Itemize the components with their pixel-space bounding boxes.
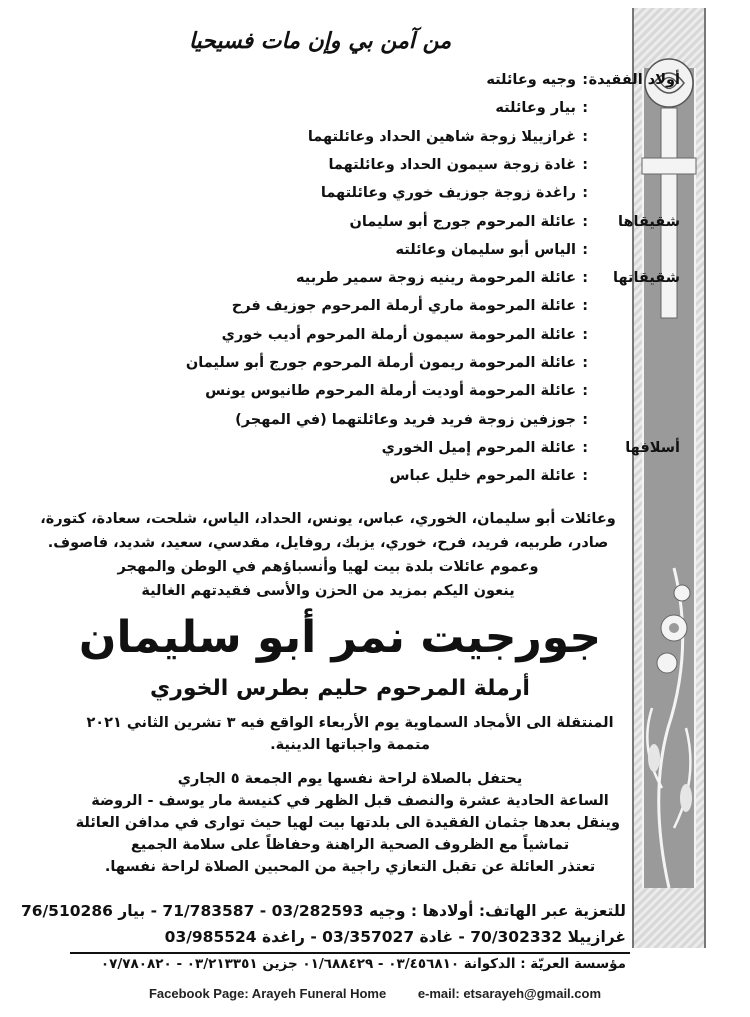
relative-name: عائلة المرحومة ريمون أرملة المرحوم جورج أبو سليمان [185,355,576,371]
widow-of-line: أرملة المرحوم حليم بطرس الخوري [150,676,530,701]
families-paragraph [28,507,628,603]
phones-line: غرازييلا 70/302332 - غادة 03/357027 - راغدة 03/985524 [164,928,626,946]
relative-name: الياس أبو سليمان وعائلته [395,241,576,258]
divider [70,952,630,954]
colon-separator: : [582,439,588,456]
funeral-line: الساعة الحادية عشرة والنصف قبل الظهر في كنيسة مار يوسف - الروضة [91,793,609,809]
relative-name: عائلة المرحومة ماري أرملة المرحوم جوزيف فرح [231,298,576,315]
colon-separator: : [582,241,588,258]
colon-separator: : [582,355,588,371]
colon-separator: : [582,326,588,343]
colon-separator: : [582,270,588,287]
funeral-block [75,768,620,878]
deceased-name: جورجيت نمر أبو سليمان [78,612,602,663]
relative-name: غرازييلا زوجة شاهين الحداد وعائلتهما [307,128,576,145]
relative-name: عائلة المرحوم جورج أبو سليمان [349,213,576,230]
decorative-strip [632,8,706,948]
relative-name: راغدة زوجة جوزيف خوري وعائلتهما [320,185,576,202]
colon-separator: : [582,128,588,145]
colon-separator: : [582,100,588,117]
phones-line: للتعزية عبر الهاتف: أولادها : وجيه 03/282593 - 71/783587 - بيار 76/510286 [20,902,626,920]
strip-art [634,8,704,948]
condolence-phones [20,898,626,950]
relative-name: وجيه وعائلته [486,72,576,88]
families-line: وعموم عائلات بلدة بيت لهيا وأنسباؤهم في الوطن والمهجر [117,559,539,575]
colon-separator: : [582,411,588,428]
colon-separator: : [582,72,588,88]
bible-verse: من آمن بي وإن مات فسيحيا [188,28,452,54]
relative-name: غادة زوجة سيمون الحداد وعائلتهما [328,156,576,173]
funeral-line: يحتفل بالصلاة لراحة نفسها يوم الجمعة ٥ الجاري [177,771,523,787]
relation-label: شقيقاها [618,213,680,230]
passing-block [80,712,620,756]
families-line: وعائلات أبو سليمان، الخوري، عباس، يونس، الحداد، الياس، شلحت، سعادة، كتورة، [40,511,616,527]
relative-name: عائلة المرحومة رينيه زوجة سمير طربيه [296,270,576,287]
relation-label: أولاد الفقيدة [588,72,680,88]
colon-separator: : [582,383,588,400]
relative-name: عائلة المرحوم خليل عباس [389,468,576,485]
footer-contacts [0,986,750,1001]
colon-separator: : [582,185,588,202]
relation-label: شقيقاتها [613,270,680,287]
families-line: صادر، طربيه، فريد، فرح، خوري، يزبك، روفايل، مقدسي، سعيد، شديد، فاصوف. [47,535,609,551]
colon-separator: : [582,156,588,173]
funeral-line: وينقل بعدها جثمان الفقيدة الى بلدتها بيت لهيا حيث توارى في مدافن العائلة [75,815,620,831]
colon-separator: : [582,213,588,230]
relative-name: عائلة المرحوم إميل الخوري [381,439,576,456]
relative-name: جوزفين زوجة فريد فريد وعائلتهما (في المهجر) [235,411,576,428]
passing-line: متممة واجباتها الدينية. [270,737,430,753]
passing-line: المنتقلة الى الأمجاد السماوية يوم الأربعاء الواقع فيه ٣ تشرين الثاني ٢٠٢١ [86,715,614,731]
colon-separator: : [582,298,588,315]
relation-label: أسلافها [625,439,680,456]
flower-icon [647,568,692,888]
families-line: ينعون اليكم بمزيد من الحزن والأسى فقيدتهم الغالية [141,583,515,599]
relative-name: عائلة المرحومة أوديت أرملة المرحوم طانيوس يونس [205,383,576,400]
relative-name: بيار وعائلته [495,100,576,117]
funeral-line: تعتذر العائلة عن تقبل التعازي راجية من المحبين الصلاة لراحة نفسها. [104,859,596,875]
relative-name: عائلة المرحومة سيمون أرملة المرحوم أديب خوري [221,326,576,343]
facebook-link[interactable]: Facebook Page: Arayeh Funeral Home [148,986,387,1001]
funeral-home-contacts: مؤسسة العريّة : الدكوانة ٠٣/٤٥٦٨١٠ - ٠١/٦٨٨٤٢٩ جزين ٠٣/٢١٣٣٥١ - ٠٧/٧٨٠٨٢٠ [100,956,626,972]
funeral-line: تماشياً مع الظروف الصحية الراهنة وحفاظاً على سلامة الجميع [130,837,570,853]
colon-separator: : [582,468,588,485]
email-link[interactable]: e-mail: etsarayeh@gmail.com [417,986,602,1001]
